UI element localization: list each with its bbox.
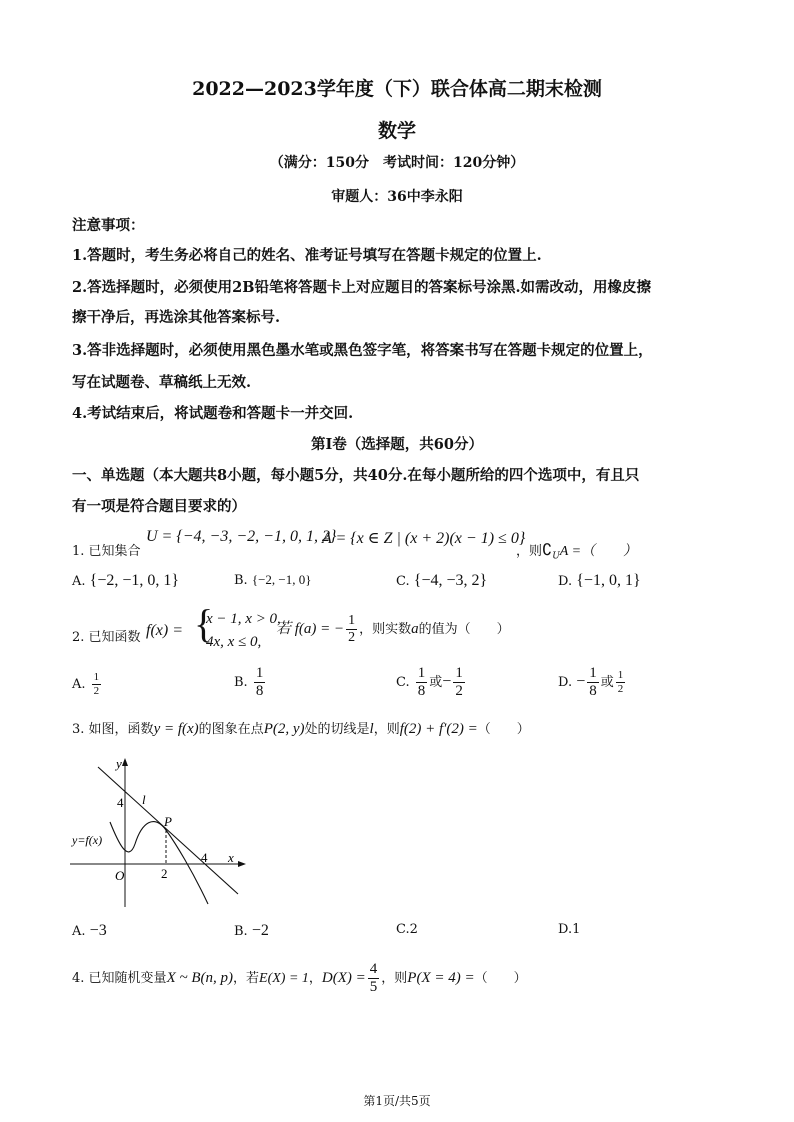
- option-label: C.: [396, 922, 410, 937]
- option-label: D.: [558, 574, 573, 589]
- question-1: [72, 540, 141, 559]
- notice-item: 2.答选择题时，必须使用2B铅笔将答题卡上对应题目的答案标号涂黑.如需改动，用橡皮擦: [72, 279, 652, 296]
- x-tick-label: 4: [201, 850, 208, 865]
- option-label: A.: [72, 677, 86, 692]
- question-number: 1.: [72, 544, 85, 559]
- brace-symbol: {: [194, 601, 214, 646]
- question-text: 已知函数: [88, 630, 141, 645]
- exam-info: （满分：150分 考试时间：120分钟）: [269, 155, 525, 171]
- option-value: 1: [572, 922, 581, 937]
- part-heading: 一、单选题（本大题共8小题，每小题5分，共40分.在每小题所给的四个选项中，有且只: [72, 467, 640, 484]
- set-u: U = {−4, −3, −2, −1, 0, 1, 2}: [146, 528, 337, 545]
- notice-item: 写在试题卷、草稿纸上无效.: [72, 374, 252, 391]
- y-axis-label: y: [116, 756, 122, 771]
- condition: 若 f(a) = − $\frac{1}{2}$ ，则实数a的值为（ ）: [276, 613, 510, 645]
- option-value: {−2, −1, 0, 1}: [89, 572, 180, 589]
- question-number: 3.: [72, 722, 85, 737]
- question-text: ，则$∁_UA$ =（ ）: [516, 542, 638, 562]
- question-2: [72, 626, 141, 645]
- tangent-label: l: [142, 792, 146, 807]
- point-label: P: [164, 814, 172, 829]
- question-3: 3. 如图，函数y = f(x)的图象在点P(2, y)处的切线是l，则f(2) + f′(2) =（ ）: [72, 721, 530, 737]
- notice-item: 1.答题时，考生务必将自己的姓名、准考证号填写在答题卡规定的位置上.: [72, 247, 542, 264]
- curve-label: y=f(x): [72, 833, 103, 847]
- page-footer: 第1页/共5页: [363, 1094, 431, 1108]
- option-value: 2: [409, 922, 418, 937]
- option-label: C.: [396, 675, 410, 690]
- complement-symbol: ∁: [542, 542, 553, 559]
- option-b[interactable]: [234, 572, 311, 588]
- option-b[interactable]: [234, 922, 269, 940]
- option-label: C.: [396, 574, 410, 589]
- option-label: B.: [234, 924, 248, 939]
- option-d[interactable]: D. − $\frac{1}{8}$ 或 $\frac{1}{2}$: [558, 665, 624, 699]
- piecewise-case: 4x, x ≤ 0,: [206, 634, 262, 650]
- option-value: {−4, −3, 2}: [413, 572, 488, 589]
- option-value: −2: [251, 922, 269, 939]
- option-label: B.: [234, 675, 248, 690]
- question-number: 2.: [72, 630, 85, 645]
- option-c[interactable]: [396, 922, 418, 937]
- function-name: f(x) =: [146, 622, 183, 639]
- x-axis-label: x: [228, 850, 234, 865]
- option-value: {−1, 0, 1}: [576, 572, 641, 589]
- question-text: 已知集合: [88, 544, 141, 559]
- question-number: 4.: [72, 971, 85, 986]
- origin-label: O: [115, 868, 125, 883]
- option-value: −3: [89, 922, 107, 939]
- set-a: A = {x ∈ Z | (x + 2)(x − 1) ≤ 0}: [322, 530, 526, 547]
- option-a[interactable]: [72, 922, 107, 940]
- option-b[interactable]: B. $\frac{1}{8}$: [234, 665, 264, 699]
- option-d[interactable]: [558, 922, 580, 937]
- option-a[interactable]: A. $\frac{1}{2}$: [72, 671, 100, 697]
- notice-item: 4.考试结束后，将试题卷和答题卡一并交回.: [72, 405, 354, 422]
- option-c[interactable]: [396, 572, 487, 590]
- x-axis-arrow: [238, 861, 246, 867]
- option-label: A.: [72, 574, 86, 589]
- function-graph-figure: [70, 752, 250, 912]
- x-tick-label: 2: [161, 866, 168, 881]
- notice-heading: 注意事项：: [72, 217, 145, 234]
- piecewise-case: x − 1, x > 0,: [206, 611, 281, 627]
- y-axis-arrow: [122, 758, 128, 766]
- notice-item: 擦干净后，再选涂其他答案标号.: [72, 309, 281, 326]
- option-label: B.: [234, 573, 248, 588]
- subject-title: 数学: [377, 120, 416, 142]
- reviewer: 审题人：36中李永阳: [331, 189, 463, 205]
- option-value: {−2, −1, 0}: [251, 572, 312, 587]
- y-tick-label: 4: [117, 795, 124, 810]
- option-label: D.: [558, 922, 573, 937]
- volume-heading: 第I卷（选择题，共60分）: [311, 436, 483, 453]
- option-a[interactable]: [72, 572, 179, 590]
- option-d[interactable]: [558, 572, 641, 590]
- paper-title: 2022—2023学年度（下）联合体高二期末检测: [192, 78, 602, 100]
- question-4: 4. 已知随机变量X ~ B(n, p)，若E(X) = 1，D(X) = $\frac{4}{5}$ ，则P(X = 4) =（ ）: [72, 961, 527, 995]
- option-c[interactable]: C. $\frac{1}{8}$ 或− $\frac{1}{2}$: [396, 665, 463, 699]
- part-heading-cont: 有一项是符合题目要求的）: [72, 498, 246, 515]
- option-label: A.: [72, 924, 86, 939]
- option-label: D.: [558, 675, 573, 690]
- notice-item: 3.答非选择题时，必须使用黑色墨水笔或黑色签字笔，将答案书写在答题卡规定的位置上，: [72, 342, 653, 359]
